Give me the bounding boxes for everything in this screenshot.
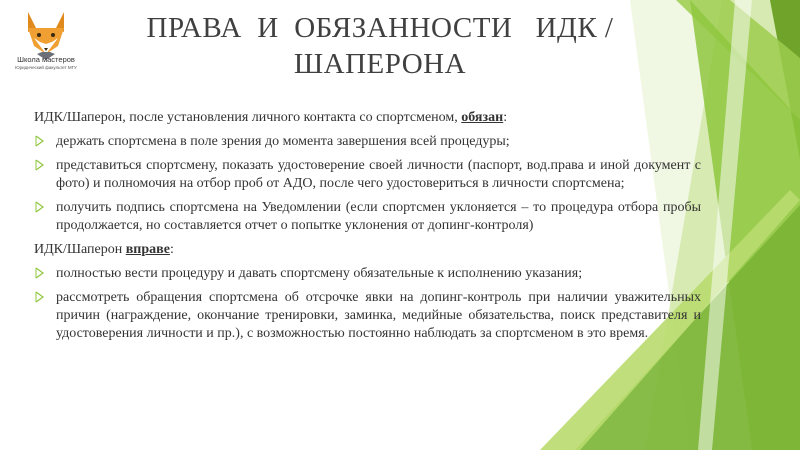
- list-item: полностью вести процедуру и давать спортсмену обязательные к исполнению указания;: [34, 265, 701, 283]
- bullet-arrow-icon: [34, 266, 46, 280]
- slide-body: [34, 109, 701, 349]
- duties-intro: ИДК/Шаперон, после установления личного контакта со спортсменом,: [34, 110, 462, 125]
- rights-heading: [34, 241, 701, 259]
- duties-heading: [34, 109, 701, 127]
- title-line-1: ПРАВА И ОБЯЗАННОСТИ ИДК /: [146, 12, 614, 44]
- bullet-arrow-icon: [34, 158, 46, 172]
- slide-title: [95, 10, 665, 82]
- rights-colon: :: [169, 242, 174, 257]
- bullet-arrow-icon: [34, 290, 46, 304]
- logo-caption: [4, 56, 88, 72]
- rights-keyword: вправе: [125, 242, 170, 257]
- list-item: рассмотреть обращения спортсмена об отсрочке явки на допинг-контроль при наличии уважительных причин (награждение, окончание тренировки, заминка, медийные обязательства, поиск представителя и удостоверения личности и пр.), с возможностью постоянно наблюдать за спортсменом в это время.: [34, 289, 701, 343]
- duties-list: [34, 133, 701, 235]
- fox-logo-icon: [6, 8, 86, 60]
- duties-colon: :: [503, 110, 508, 125]
- logo-subtitle: Юридический факультет МГУ: [15, 65, 77, 70]
- title-line-2: ШАПЕРОНА: [293, 48, 467, 80]
- rights-intro: ИДК/Шаперон: [34, 242, 126, 257]
- bullet-arrow-icon: [34, 200, 46, 214]
- duties-keyword: обязан: [461, 110, 504, 125]
- logo-name: Школа мастеров: [17, 55, 75, 64]
- rights-list: [34, 265, 701, 343]
- list-item: представиться спортсмену, показать удостоверение своей личности (паспорт, вод.права и иной документ с фото) и полномочия на отбор проб от АДО, после чего удостовериться в личности спортсмена;: [34, 157, 701, 193]
- list-item: получить подпись спортсмена на Уведомлении (если спортсмен уклоняется – то процедура отбора пробы продолжается, но составляется отчет о попытке уклонения от допинг-контроля): [34, 199, 701, 235]
- bullet-arrow-icon: [34, 134, 46, 148]
- list-item: держать спортсмена в поле зрения до момента завершения всей процедуры;: [34, 133, 701, 151]
